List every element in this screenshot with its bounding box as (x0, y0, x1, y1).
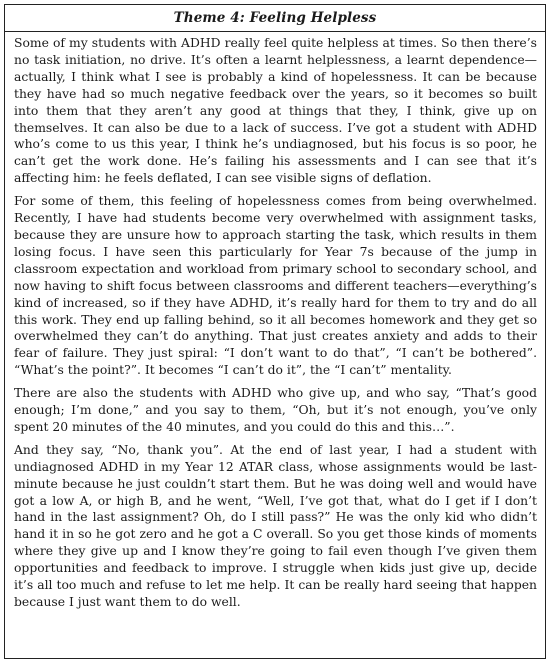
paragraph-2: For some of them, this feeling of hopelessness comes from being overwhelmed. Recently, I have had students become very overwhelmed with assignment tasks, because they are unsure how to approach starting the task, which results in them losing focus. I have seen this particularly for Year 7s because of the jump in classroom expectation and workload from primary school to secondary school, and now having to shift focus between classrooms and different teachers—everything’s kind of increased, so if they have ADHD, it’s really hard for them to try and do all this work. They end up falling behind, so it all becomes homework and they get so overwhelmed they can’t do anything. That just creates anxiety and adds to their fear of failure. They just spiral: “I don’t want to do that”, “I can’t be bothered”. “What’s the point?”. It becomes “I can’t do it”, the “I can’t” mentality. (14, 194, 537, 378)
paragraph-4: And they say, “No, thank you”. At the end of last year, I had a student with undiagnosed ADHD in my Year 12 ATAR class, whose assignments would be last-minute because he just couldn’t start them. But he was doing well and would have got a low A, or high B, and he went, “Well, I’ve got that, what do I get if I don’t hand in the last assignment? Oh, do I still pass?” He was the only kid who didn’t hand it in so he got zero and he got a C overall. So you get those kinds of moments where they give up and I know they’re going to fail even though I’ve given them opportunities and feedback to improve. I struggle when kids just give up, decide it’s all too much and refuse to let me help. It can be really hard seeing that happen because I just want them to do well. (14, 442, 537, 609)
quote-box-header (5, 5, 545, 32)
paragraph-1: Some of my students with ADHD really feel quite helpless at times. So then there’s no task initiation, no drive. It’s often a learnt helplessness, a learnt dependence—actually, I think what I see is probably a kind of hopelessness. It can be because they have had so much negative feedback over the years, so it becomes so built into them that they aren’t any good at things that they, I think, give up on themselves. It can also be due to a lack of success. I’ve got a student with ADHD who’s come to us this year, I think he’s undiagnosed, but his focus is so poor, he can’t get the work done. He’s failing his assessments and I can see that it’s affecting him: he feels deflated, I can see visible signs of deflation. (14, 36, 537, 186)
quote-box (4, 4, 546, 659)
theme-title: Theme 4: Feeling Helpless (173, 10, 377, 26)
paragraph-3: There are also the students with ADHD who give up, and who say, “That’s good enough; I’m done,” and you say to them, “Oh, but it’s not enough, you’ve only spent 20 minutes of the 40 minutes, and you could do this and this…”. (14, 386, 537, 434)
quote-box-body (5, 32, 545, 611)
